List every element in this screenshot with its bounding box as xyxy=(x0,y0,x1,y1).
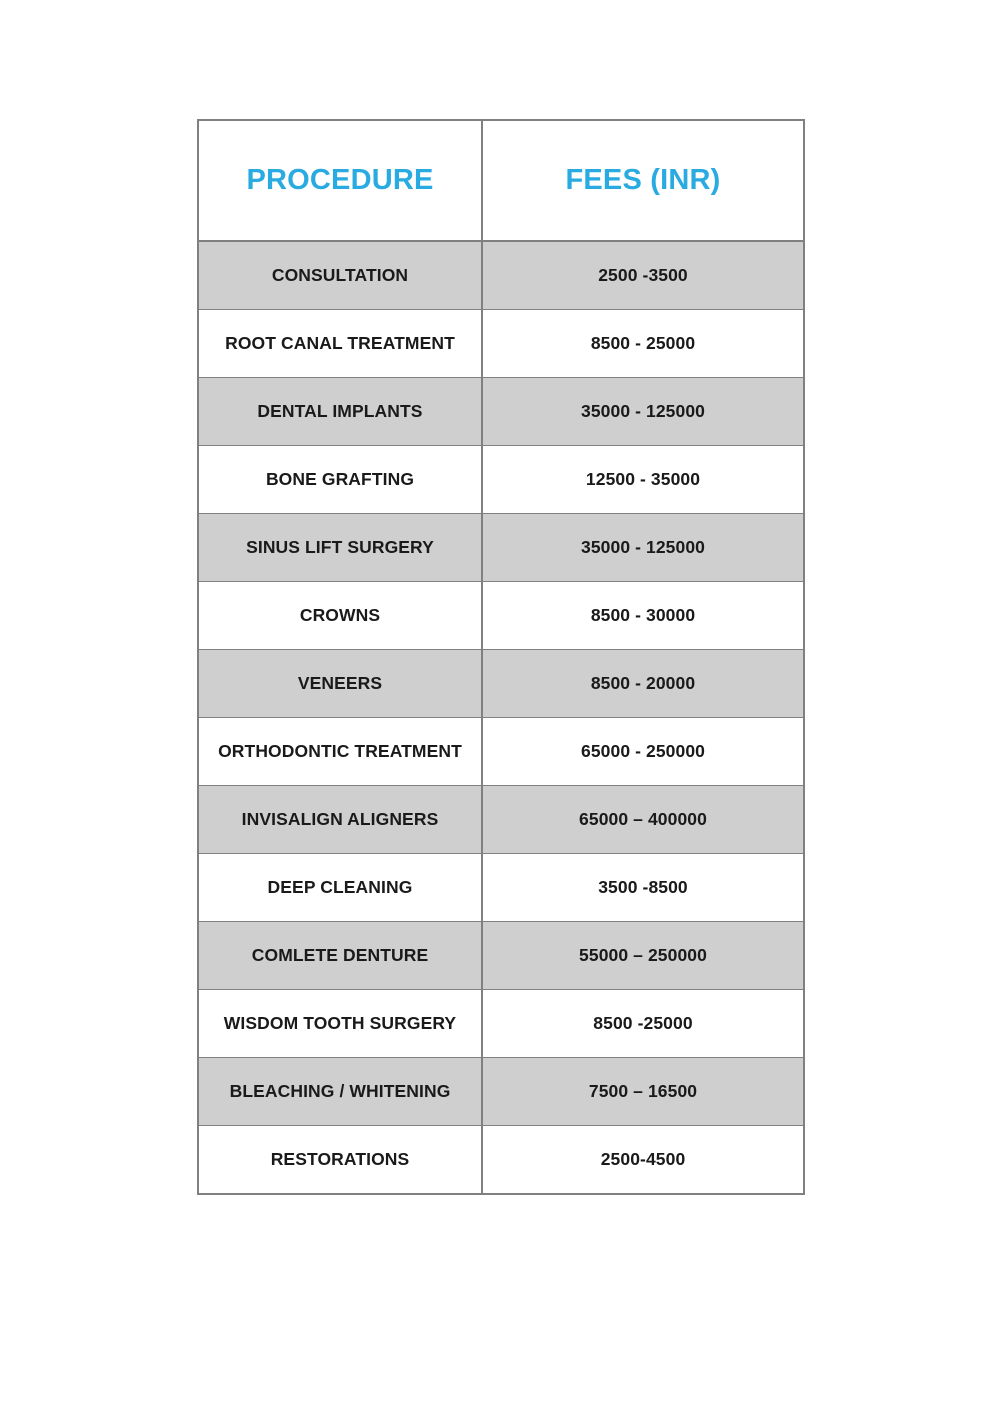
fees-value: 7500 – 16500 xyxy=(588,1081,698,1102)
procedure-name: DENTAL IMPLANTS xyxy=(257,401,423,422)
table-row xyxy=(198,922,804,990)
fees-cell xyxy=(482,718,804,786)
table-row xyxy=(198,990,804,1058)
procedure-name: CROWNS xyxy=(299,605,381,626)
fees-cell xyxy=(482,650,804,718)
procedure-cell xyxy=(198,514,482,582)
table-row xyxy=(198,310,804,378)
procedure-cell xyxy=(198,786,482,854)
column-header-fees-label: FEES (INR) xyxy=(565,163,721,196)
table-row xyxy=(198,1058,804,1126)
column-header-procedure xyxy=(198,120,482,241)
procedure-name: CONSULTATION xyxy=(271,265,409,286)
procedure-cell xyxy=(198,922,482,990)
fees-cell xyxy=(482,514,804,582)
fees-cell xyxy=(482,241,804,310)
column-header-fees xyxy=(482,120,804,241)
fees-value: 8500 - 25000 xyxy=(590,333,696,354)
fees-cell xyxy=(482,854,804,922)
fees-value: 65000 - 250000 xyxy=(580,741,705,762)
procedure-cell xyxy=(198,310,482,378)
fees-cell xyxy=(482,310,804,378)
fees-value: 8500 - 30000 xyxy=(590,605,696,626)
table-header-row xyxy=(198,120,804,241)
fees-value: 65000 – 400000 xyxy=(579,809,707,830)
procedure-cell xyxy=(198,582,482,650)
table-row xyxy=(198,446,804,514)
table-row xyxy=(198,718,804,786)
table-row xyxy=(198,241,804,310)
procedure-name: VENEERS xyxy=(297,673,383,694)
fees-cell xyxy=(482,786,804,854)
fees-value: 3500 -8500 xyxy=(598,877,688,898)
procedure-cell xyxy=(198,718,482,786)
procedure-name: WISDOM TOOTH SURGERY xyxy=(223,1013,457,1034)
fees-value: 12500 - 35000 xyxy=(585,469,701,490)
table-row xyxy=(198,514,804,582)
procedure-cell xyxy=(198,446,482,514)
fees-value: 8500 - 20000 xyxy=(590,673,696,694)
table-row xyxy=(198,650,804,718)
procedure-name: ORTHODONTIC TREATMENT xyxy=(218,741,462,762)
procedure-cell xyxy=(198,990,482,1058)
fees-value: 55000 – 250000 xyxy=(579,945,707,966)
table-row xyxy=(198,1126,804,1195)
procedure-name: BONE GRAFTING xyxy=(265,469,415,490)
procedure-cell xyxy=(198,854,482,922)
procedure-cell xyxy=(198,650,482,718)
table-body xyxy=(198,241,804,1194)
column-header-procedure-label: PROCEDURE xyxy=(246,163,434,196)
procedure-name: RESTORATIONS xyxy=(270,1149,410,1170)
procedure-cell xyxy=(198,241,482,310)
fees-cell xyxy=(482,378,804,446)
fees-cell xyxy=(482,990,804,1058)
fees-value: 2500 -3500 xyxy=(598,265,688,286)
procedure-cell xyxy=(198,1126,482,1195)
fees-cell xyxy=(482,922,804,990)
procedure-cell xyxy=(198,1058,482,1126)
fees-cell xyxy=(482,582,804,650)
procedure-cell xyxy=(198,378,482,446)
procedure-name: DEEP CLEANING xyxy=(267,877,413,898)
fee-table-container xyxy=(197,119,803,1195)
procedure-name: INVISALIGN ALIGNERS xyxy=(241,809,439,830)
fees-cell xyxy=(482,1058,804,1126)
table-row xyxy=(198,378,804,446)
procedure-fees-table xyxy=(197,119,805,1195)
fees-value: 35000 - 125000 xyxy=(580,401,705,422)
fees-cell xyxy=(482,446,804,514)
procedure-name: COMLETE DENTURE xyxy=(251,945,429,966)
table-row xyxy=(198,854,804,922)
procedure-name: SINUS LIFT SURGERY xyxy=(246,537,434,558)
table-header xyxy=(198,120,804,241)
fees-cell xyxy=(482,1126,804,1195)
table-row xyxy=(198,786,804,854)
procedure-name: ROOT CANAL TREATMENT xyxy=(225,333,455,354)
fees-value: 8500 -25000 xyxy=(593,1013,693,1034)
table-row xyxy=(198,582,804,650)
procedure-name: BLEACHING / WHITENING xyxy=(229,1081,451,1102)
fees-value: 2500-4500 xyxy=(600,1149,686,1170)
fees-value: 35000 - 125000 xyxy=(580,537,705,558)
